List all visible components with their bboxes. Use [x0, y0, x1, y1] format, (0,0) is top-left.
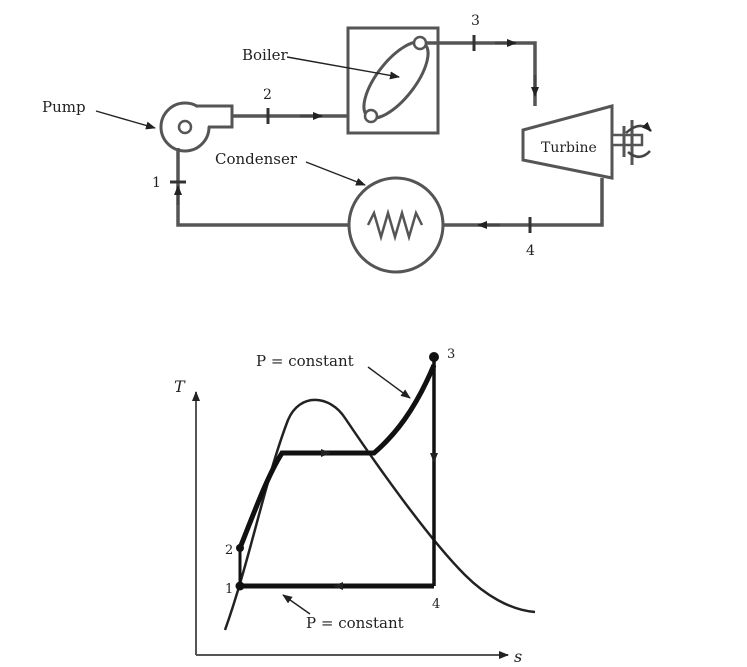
ts-state-4-label: 4 — [432, 597, 441, 612]
turbine-label: Turbine — [541, 140, 597, 156]
line-turbine-to-condenser — [442, 178, 602, 225]
cycle-path — [240, 357, 434, 586]
state-2-label: 2 — [263, 87, 272, 103]
condenser-label: Condenser — [215, 150, 298, 168]
ts-point-1 — [236, 582, 245, 591]
bottom-pressure-annotation: P = constant — [306, 614, 404, 632]
pump-symbol — [161, 103, 232, 151]
boiler-label: Boiler — [242, 46, 288, 64]
pump-label: Pump — [42, 98, 86, 116]
top-pressure-annotation: P = constant — [256, 352, 354, 370]
t-axis-label: T — [174, 377, 185, 396]
ts-point-3 — [429, 352, 439, 362]
state-4-label: 4 — [526, 243, 535, 259]
state-3-label: 3 — [471, 13, 480, 29]
process-2-3-heating — [240, 365, 434, 548]
ts-state-3-label: 3 — [447, 347, 456, 362]
ts-state-1-label: 1 — [225, 582, 234, 597]
line-boiler-to-turbine — [426, 43, 535, 106]
condenser-symbol — [349, 178, 443, 272]
ts-state-2-label: 2 — [225, 543, 234, 558]
boiler-symbol — [348, 28, 439, 133]
saturation-dome — [225, 400, 535, 630]
ts-diagram — [196, 352, 535, 655]
state-1-label: 1 — [152, 175, 161, 191]
s-axis-label: s — [514, 647, 523, 666]
ts-point-2 — [236, 544, 244, 552]
